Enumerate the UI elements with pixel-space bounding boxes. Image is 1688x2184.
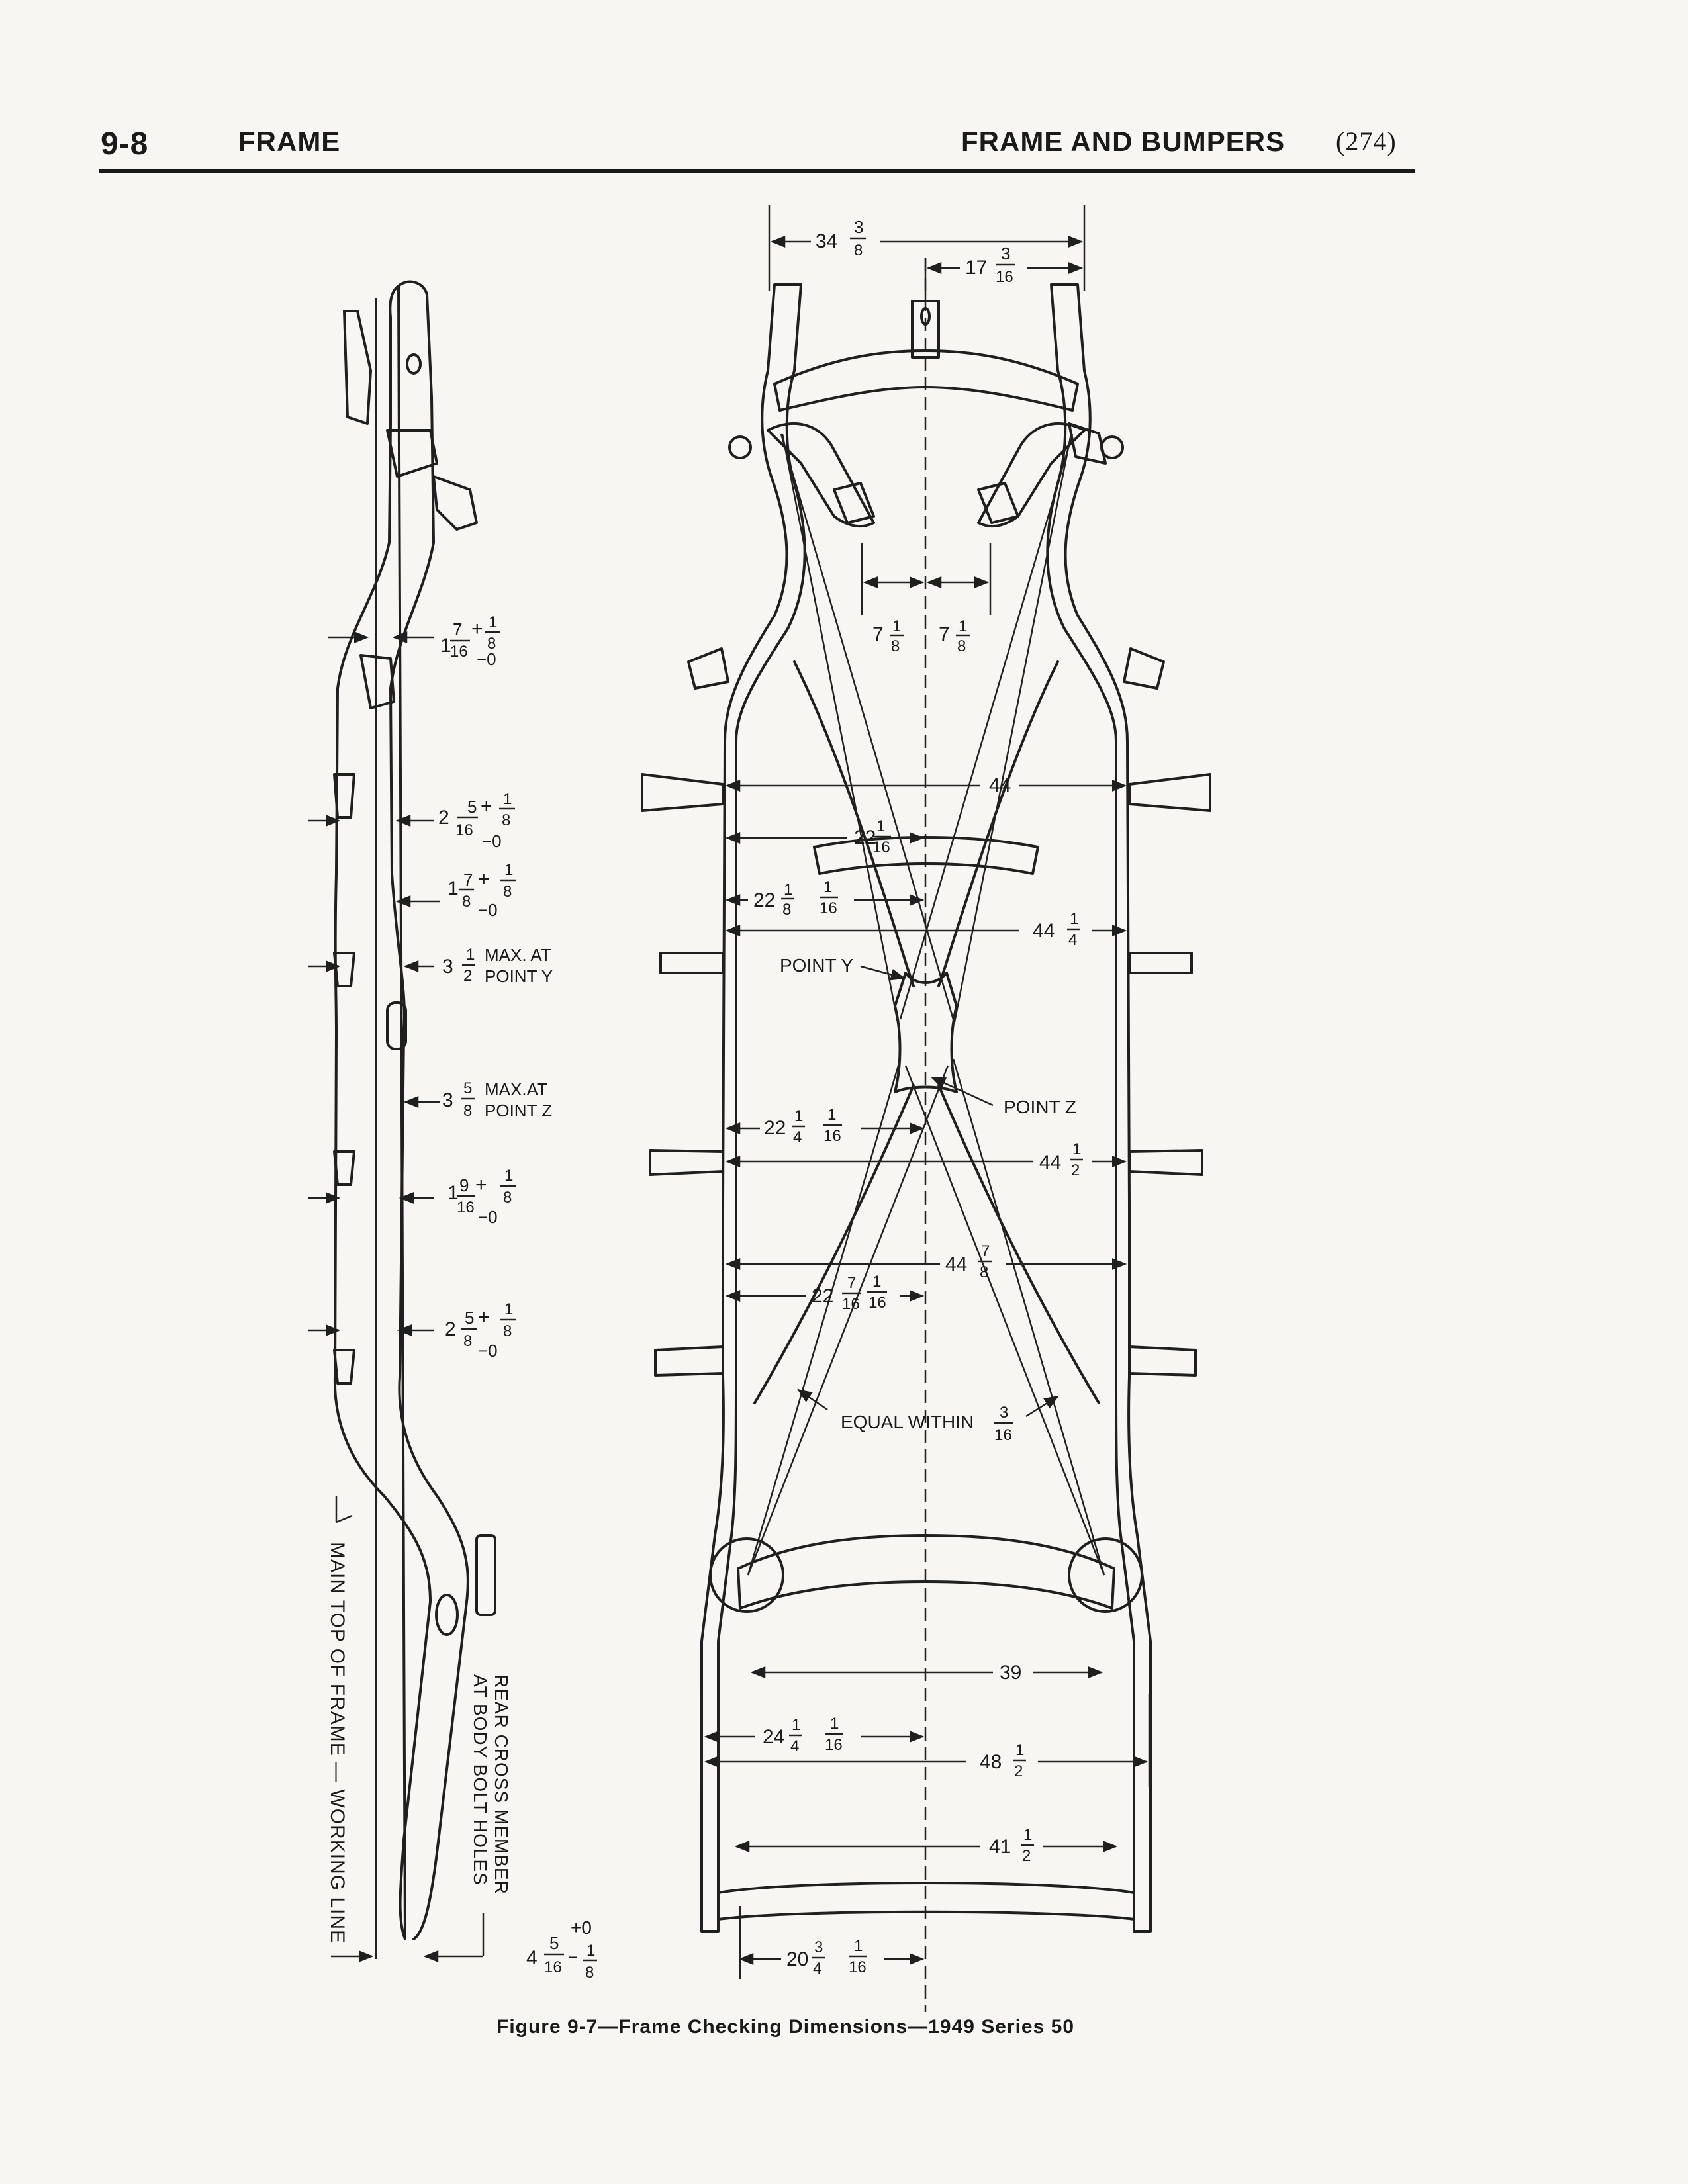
page-number: (274) — [1336, 126, 1397, 156]
w8-den: 4 — [1068, 931, 1078, 949]
w17-num: 3 — [814, 1938, 823, 1956]
d1-num: 7 — [453, 619, 463, 639]
w4-num: 1 — [959, 617, 968, 635]
d8-den: 16 — [544, 1958, 562, 1976]
right-outrigger-4 — [1129, 1347, 1196, 1375]
w6-tol-den: 16 — [872, 839, 890, 856]
w15-den: 2 — [1014, 1762, 1023, 1780]
d8-num: 5 — [549, 1933, 559, 1953]
w9-whole: 22 — [764, 1117, 786, 1139]
left-side-rail — [702, 285, 805, 1931]
d5-note-2: POINT Z — [485, 1101, 553, 1120]
w15-num: 1 — [1015, 1741, 1025, 1759]
d6-tol-den: 8 — [503, 1189, 512, 1206]
d2-plus: + — [481, 796, 492, 817]
d4-den: 2 — [463, 967, 473, 985]
w1-den: 8 — [854, 242, 863, 259]
side-outrigger-2 — [334, 953, 354, 986]
left-rear-spring-pocket — [710, 1539, 783, 1612]
equal-within-den: 16 — [994, 1426, 1012, 1444]
d2-minus: −0 — [482, 831, 502, 851]
d8-tol-plus: +0 — [571, 1917, 592, 1938]
w12-num: 7 — [847, 1274, 857, 1292]
w2-num: 3 — [1001, 244, 1011, 263]
w9-den: 4 — [793, 1128, 802, 1146]
w10-num: 1 — [1072, 1140, 1082, 1158]
w14-num: 1 — [792, 1716, 801, 1734]
d3-minus: −0 — [478, 900, 498, 920]
working-line-label: MAIN TOP OF FRAME — WORKING LINE — [326, 1542, 348, 1944]
right-rear-spring-pocket — [1069, 1539, 1142, 1612]
w3-num: 1 — [892, 617, 902, 635]
right-front-arm — [978, 424, 1084, 526]
d7-num: 5 — [465, 1308, 475, 1328]
right-outrigger-3 — [1129, 1150, 1202, 1175]
w16-whole: 41 — [989, 1836, 1011, 1858]
diag-rear-right — [953, 1059, 1104, 1575]
w12-tol-num: 1 — [872, 1273, 882, 1291]
w9-num: 1 — [794, 1107, 804, 1125]
d2-den: 16 — [455, 821, 473, 839]
d3-num: 7 — [463, 870, 473, 889]
w15-whole: 48 — [980, 1751, 1002, 1773]
d7-tol-den: 8 — [503, 1322, 512, 1340]
figure-caption: Figure 9-7—Frame Checking Dimensions—1949 Series 50 — [496, 2016, 1074, 2038]
d5-note-1: MAX.AT — [485, 1079, 547, 1099]
left-outrigger-4 — [655, 1347, 723, 1375]
d5-whole: 3 — [442, 1089, 453, 1111]
d8-tol-num: 1 — [586, 1942, 596, 1960]
d6-whole: 1 — [447, 1182, 459, 1204]
d5-den: 8 — [463, 1102, 473, 1120]
d2-num: 5 — [467, 797, 477, 817]
w3-whole: 7 — [872, 623, 884, 645]
chapter-title: FRAME AND BUMPERS — [961, 126, 1286, 157]
w4-den: 8 — [957, 637, 966, 655]
w10-den: 2 — [1071, 1161, 1080, 1179]
side-outrigger-3 — [334, 1152, 354, 1185]
diag-front-left — [781, 434, 953, 1019]
d4-note-2: POINT Y — [485, 966, 553, 986]
w12-whole: 22 — [812, 1285, 834, 1307]
d2-tol-num: 1 — [503, 790, 512, 808]
d2-tol-den: 8 — [502, 811, 511, 829]
d1-whole: 1 — [440, 635, 451, 657]
w14-den: 4 — [790, 1737, 800, 1755]
d1-tol-num: 1 — [489, 614, 498, 631]
equal-within-label: EQUAL WITHIN — [841, 1412, 974, 1432]
w1-num: 3 — [854, 217, 864, 237]
left-outrigger-2 — [661, 953, 723, 973]
w17-den: 4 — [813, 1960, 822, 1978]
w6-whole: 22 — [854, 827, 876, 848]
d8-tol-minus: − — [568, 1947, 579, 1967]
diag-front-left-2 — [782, 434, 898, 1022]
w11-num: 7 — [981, 1242, 990, 1260]
rear-cross-member-label-2: AT BODY BOLT HOLES — [470, 1674, 491, 1886]
side-outrigger-4 — [334, 1350, 354, 1383]
d4-num: 1 — [466, 946, 475, 964]
top-view-drawing — [642, 205, 1210, 2012]
left-outrigger-3 — [650, 1150, 723, 1175]
w12-den: 16 — [842, 1295, 860, 1313]
d2-whole: 2 — [438, 807, 449, 829]
section-number: 9-8 — [101, 126, 149, 161]
d8-tol-den: 8 — [585, 1964, 594, 1981]
d3-plus: + — [478, 868, 490, 890]
w7-whole: 22 — [753, 889, 776, 911]
rear-spring-eye — [436, 1595, 457, 1635]
left-front-body-bracket — [688, 649, 728, 688]
d5-num: 5 — [463, 1079, 473, 1097]
w16-num: 1 — [1023, 1826, 1033, 1844]
section-title: FRAME — [238, 126, 341, 157]
w8-num: 1 — [1070, 910, 1079, 928]
w2-whole: 17 — [965, 257, 988, 279]
rear-mount-block — [477, 1535, 495, 1615]
d7-tol-num: 1 — [504, 1300, 514, 1318]
side-bracket-1 — [361, 655, 394, 708]
working-line-tick-2 — [336, 1516, 352, 1522]
w1-whole: 34 — [816, 230, 838, 252]
w10-whole: 44 — [1039, 1152, 1062, 1173]
w8-whole: 44 — [1033, 920, 1055, 942]
w3-den: 8 — [891, 637, 900, 655]
d4-whole: 3 — [442, 956, 453, 978]
d3-tol-den: 8 — [503, 883, 512, 901]
w16-den: 2 — [1022, 1847, 1031, 1865]
w11-den: 8 — [980, 1263, 989, 1281]
right-outrigger-2 — [1129, 953, 1192, 973]
left-front-eye — [729, 437, 751, 458]
equal-within-num: 3 — [1000, 1404, 1009, 1422]
w7-num: 1 — [784, 881, 793, 899]
right-outrigger-1 — [1129, 774, 1210, 811]
d7-plus: + — [478, 1306, 490, 1328]
d6-num: 9 — [459, 1175, 469, 1195]
d6-den: 16 — [457, 1199, 475, 1216]
point-y-leader — [861, 966, 904, 978]
w14-tol-den: 16 — [825, 1736, 843, 1754]
w7-tol-den: 16 — [820, 899, 837, 917]
d3-den: 8 — [462, 893, 471, 911]
w11-whole: 44 — [945, 1253, 968, 1275]
w12-tol-den: 16 — [868, 1294, 886, 1312]
shock-mount — [434, 477, 477, 529]
w7-den: 8 — [782, 901, 792, 919]
d1-den: 16 — [450, 643, 468, 660]
point-y-label: POINT Y — [780, 955, 854, 976]
d1-minus: −0 — [477, 649, 496, 669]
d8-whole: 4 — [526, 1947, 538, 1969]
point-z-label: POINT Z — [1004, 1097, 1076, 1117]
w17-tol-num: 1 — [854, 1937, 863, 1955]
right-front-body-bracket — [1124, 649, 1164, 688]
front-bracket — [344, 311, 371, 424]
left-outrigger-1 — [642, 774, 723, 811]
d7-minus: −0 — [478, 1341, 498, 1361]
equal-within-leader-left — [798, 1390, 827, 1410]
side-hole-1 — [407, 355, 420, 373]
d6-tol-num: 1 — [504, 1167, 514, 1185]
w17-whole: 20 — [786, 1948, 809, 1970]
d1-tol-den: 8 — [487, 635, 496, 653]
w2-den: 16 — [996, 268, 1013, 286]
rear-cross-member-label-1: REAR CROSS MEMBER — [491, 1674, 512, 1895]
side-dimension-text — [326, 614, 597, 1981]
d6-minus: −0 — [478, 1207, 498, 1227]
w7-tol-num: 1 — [823, 878, 833, 896]
diag-rear-cross-2 — [748, 1066, 948, 1575]
w5-value: 44 — [989, 774, 1011, 796]
w14-whole: 24 — [763, 1726, 785, 1748]
w6-tol-num: 1 — [876, 817, 886, 835]
d4-note-1: MAX. AT — [485, 945, 551, 965]
d3-tol-num: 1 — [504, 861, 514, 879]
w14-tol-num: 1 — [830, 1715, 839, 1733]
w4-whole: 7 — [939, 623, 950, 645]
d6-plus: + — [475, 1174, 487, 1196]
d7-den: 8 — [463, 1332, 473, 1350]
side-rail-inner — [335, 286, 430, 1939]
d3-whole: 1 — [447, 878, 459, 899]
w9-tol-num: 1 — [827, 1106, 837, 1124]
w13-value: 39 — [1000, 1662, 1022, 1684]
d1-plus: + — [471, 618, 483, 640]
w17-tol-den: 16 — [849, 1958, 867, 1976]
d7-whole: 2 — [445, 1318, 456, 1340]
w9-tol-den: 16 — [823, 1127, 841, 1145]
spring-hanger — [387, 430, 437, 477]
